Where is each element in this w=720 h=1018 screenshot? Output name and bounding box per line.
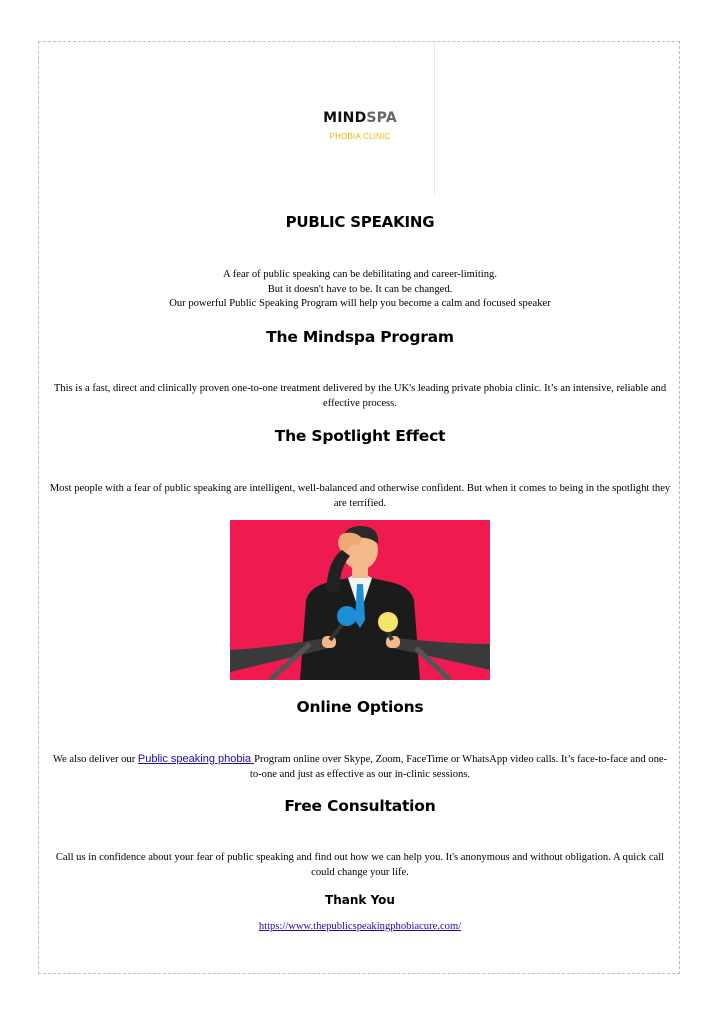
microphone-right bbox=[378, 612, 398, 632]
website-url-link[interactable]: https://www.thepublicspeakingphobiacure.com/ bbox=[258, 921, 462, 932]
spotlight-paragraph: Most people with a fear of public speaking are intelligent, well-balanced and otherwise confident. But when it comes to being in the spotlight they are terrified. bbox=[49, 483, 671, 509]
microphone-left bbox=[337, 606, 357, 626]
intro-paragraph bbox=[48, 268, 672, 312]
online-text-after: Program online over Skype, Zoom, FaceTime or WhatsApp video calls. It’s face-to-face and one-to-one and just as effective as our in-clinic sessions. bbox=[249, 754, 668, 780]
thank-you-heading: Thank You bbox=[325, 893, 395, 907]
nervous-speaker-illustration bbox=[230, 520, 490, 680]
mindspa-logo bbox=[0, 110, 720, 141]
page-title: PUBLIC SPEAKING bbox=[285, 213, 435, 231]
program-heading: The Mindspa Program bbox=[266, 328, 454, 346]
intro-line-1: A fear of public speaking can be debilitating and career-limiting. bbox=[223, 269, 497, 280]
consultation-paragraph: Call us in confidence about your fear of public speaking and find out how we can help you. It's anonymous and without obligation. A quick call could change your life. bbox=[55, 852, 665, 878]
public-speaking-phobia-link[interactable]: Public speaking phobia bbox=[137, 753, 255, 765]
logo-wordmark bbox=[0, 110, 720, 126]
online-paragraph bbox=[48, 752, 672, 782]
spotlight-heading: The Spotlight Effect bbox=[274, 427, 446, 445]
consultation-heading: Free Consultation bbox=[284, 797, 436, 815]
online-text-before: We also deliver our bbox=[52, 754, 138, 765]
logo-brand-part2: SPA bbox=[366, 110, 397, 126]
website-line bbox=[48, 920, 672, 935]
logo-tagline: PHOBIA CLINIC bbox=[329, 132, 391, 141]
program-paragraph: This is a fast, direct and clinically proven one-to-one treatment delivered by the UK's leading private phobia clinic. It’s an intensive, reliable and effective process. bbox=[53, 383, 667, 409]
intro-line-3: Our powerful Public Speaking Program will help you become a calm and focused speaker bbox=[169, 298, 551, 309]
online-heading: Online Options bbox=[296, 698, 424, 716]
logo-brand-part1: MIND bbox=[323, 110, 367, 126]
intro-line-2: But it doesn't have to be. It can be changed. bbox=[267, 283, 453, 295]
